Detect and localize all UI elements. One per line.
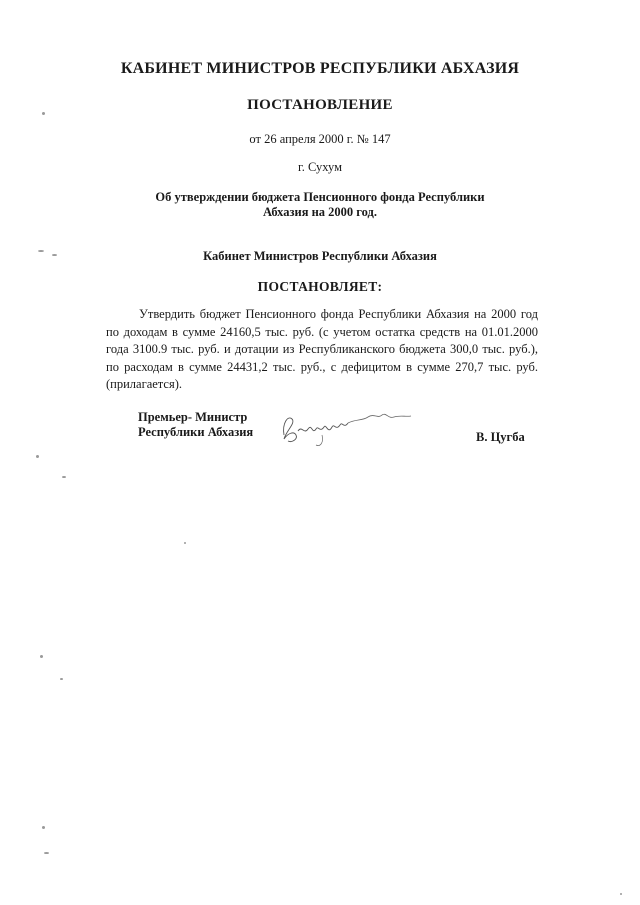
- scan-speck: [44, 852, 49, 854]
- subject-line-2: Абхазия на 2000 год.: [262, 205, 378, 219]
- scan-speck: [42, 826, 45, 829]
- body-paragraph: Утвердить бюджет Пенсионного фонда Республики Абхазия на 2000 год по доходам в сумме 24160,5 тыс. руб. (с учетом остатка средств на 01.01.2000 года 3100.9 тыс. руб. и дотации из Республиканского бюджета 300,0 тыс. руб.), по расходам в сумме 24431,2 тыс. руб., с дефицитом в сумме 270,7 тыс. руб. (прилагается).: [106, 307, 538, 391]
- scan-speck: [620, 893, 622, 895]
- scan-speck: [184, 542, 186, 544]
- decree-heading: ПОСТАНОВЛЯЕТ:: [257, 279, 383, 294]
- signatory-name: В. Цугба: [476, 430, 525, 444]
- scan-speck: [42, 112, 45, 115]
- scan-speck: [40, 655, 43, 658]
- subject: [0, 190, 640, 220]
- signatory-title-line-1: Премьер- Министр: [138, 410, 248, 424]
- organization-heading: КАБИНЕТ МИНИСТРОВ РЕСПУБЛИКИ АБХАЗИЯ: [120, 60, 520, 77]
- issuer: Кабинет Министров Республики Абхазия: [203, 249, 437, 263]
- subject-line-1: Об утверждении бюджета Пенсионного фонда Республики: [155, 190, 485, 204]
- scan-speck: [60, 678, 63, 680]
- city: г. Сухум: [297, 160, 342, 174]
- handwritten-signature: [278, 405, 413, 450]
- signatory-title-line-2: Республики Абхазия: [138, 425, 254, 439]
- scan-speck: [52, 254, 57, 256]
- signatory-title: [138, 410, 253, 440]
- date-and-number: от 26 апреля 2000 г. № 147: [249, 132, 391, 146]
- scan-speck: [36, 455, 39, 458]
- scan-speck: [62, 476, 66, 478]
- scan-speck: [38, 250, 44, 252]
- document-type-heading: ПОСТАНОВЛЕНИЕ: [247, 97, 393, 113]
